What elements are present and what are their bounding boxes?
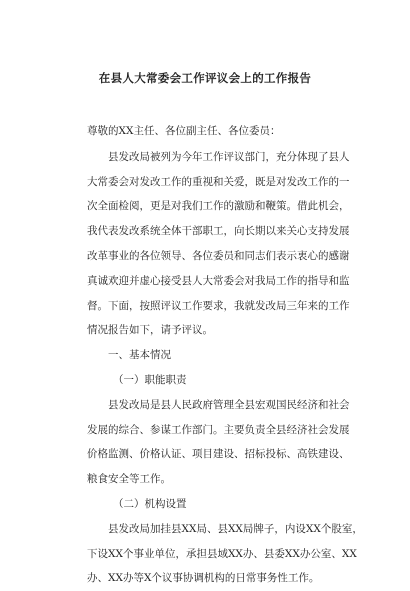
text-line: 次全面检阅，更是对我们工作的激励和鞭策。借此机会， — [87, 200, 350, 213]
text-line: 价格监测、价格认证、项目建设、招标投标、高铁建设、 — [87, 448, 350, 461]
text-line: 督。下面，按照评议工作要求，我就发改局三年来的工作 — [87, 299, 350, 312]
text-line: 粮食安全等工作。 — [87, 473, 171, 486]
text-line: 大常委会对发改工作的重视和关爱，既是对发改工作的一 — [87, 175, 350, 188]
document-body — [87, 119, 363, 591]
text-line: 发展的综合、参谋工作部门。主要负责全县经济社会发展 — [87, 423, 350, 436]
subsection-heading: （一）职能职责 — [113, 373, 187, 386]
text-line: 办、XX办等X个议事协调机构的日常事务性工作。 — [87, 572, 320, 585]
salutation: 尊敬的XX主任、各位副主任、各位委员： — [87, 125, 281, 137]
text-line: 下设XX个事业单位，承担县域XX办、县委XX办公室、XX — [87, 547, 357, 560]
subsection-heading: （二）机构设置 — [113, 497, 187, 510]
text-line: 真诚欢迎并虚心接受县人大常委会对我局工作的指导和监 — [87, 274, 350, 287]
text-line: 县发改局加挂县XX局、县XX局牌子，内设XX个股室， — [108, 522, 363, 535]
text-line: 情况报告如下，请予评议。 — [87, 324, 213, 337]
duties-paragraph — [87, 393, 349, 492]
document-title: 在县人大常委会工作评议会上的工作报告 — [98, 71, 312, 85]
text-line: 县发改局是县人民政府管理全县宏观国民经济和社会 — [108, 398, 350, 411]
text-line: 县发改局被列为今年工作评议部门，充分体现了县人 — [108, 150, 350, 163]
text-line: 我代表发改系统全体干部职工，向长期以来关心支持发展 — [87, 225, 350, 238]
text-line: 改革事业的各位领导、各位委员和同志们表示衷心的感谢 — [87, 249, 350, 262]
intro-paragraph — [87, 145, 349, 343]
section-heading: 一、基本情况 — [108, 349, 171, 362]
